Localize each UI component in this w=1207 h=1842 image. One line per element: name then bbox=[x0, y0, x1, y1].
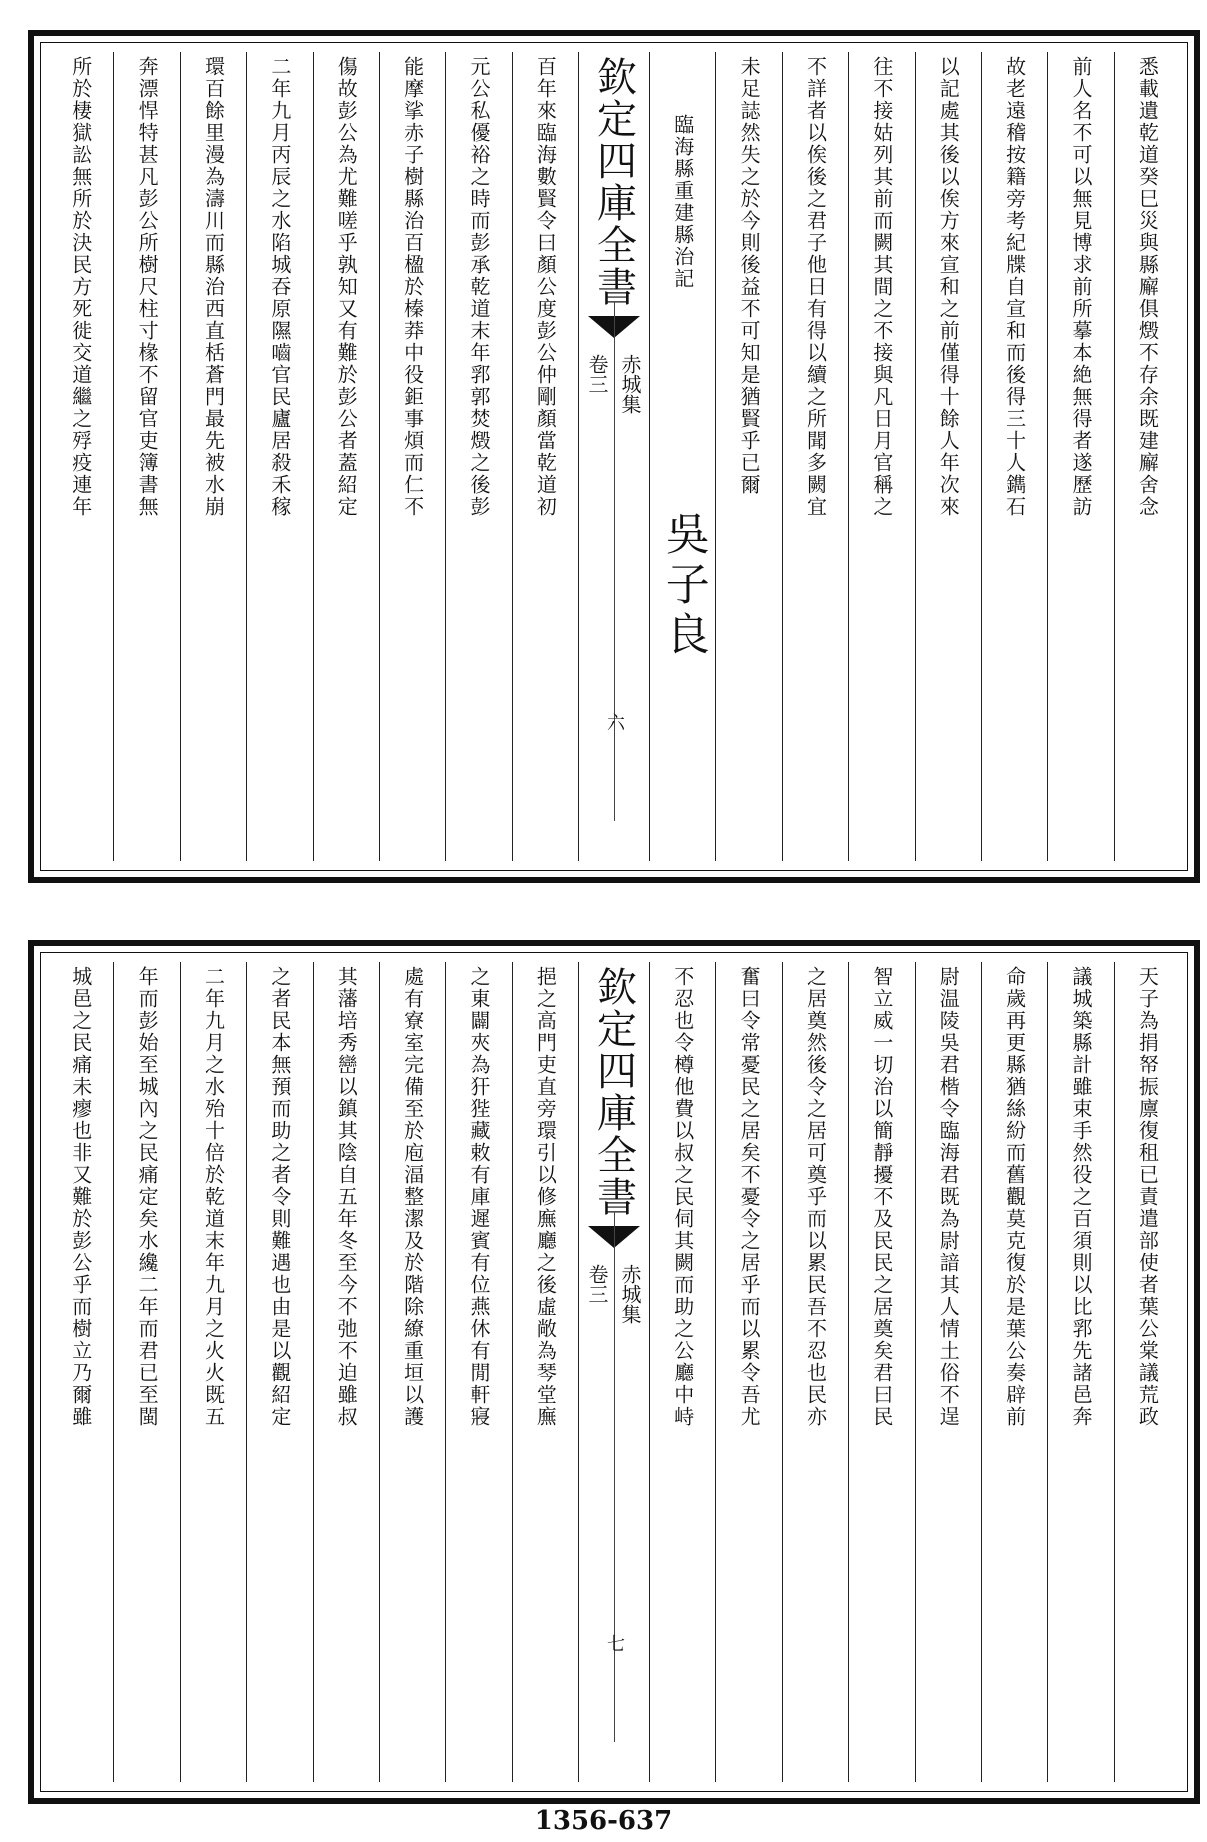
text-column bbox=[113, 52, 179, 861]
column-text: 之居奠然後令之居可奠乎而以累民吾不忍也民亦 bbox=[803, 966, 828, 1428]
text-column bbox=[1114, 52, 1180, 861]
text-column bbox=[715, 52, 781, 861]
text-column bbox=[313, 962, 379, 1782]
text-column bbox=[379, 962, 445, 1782]
collection-label: 赤城集 bbox=[618, 1264, 642, 1324]
text-column bbox=[445, 962, 511, 1782]
text-column bbox=[180, 962, 246, 1782]
page-number: 1356-637 bbox=[534, 1806, 673, 1836]
leaf-number: 七 bbox=[604, 1634, 625, 1652]
text-column bbox=[512, 962, 578, 1782]
text-column bbox=[180, 52, 246, 861]
column-text: 往不接姑列其前而闕其間之不接與凡日月官稱之 bbox=[869, 56, 894, 518]
column-text: 二年九月之水殆十倍於乾道末年九月之火火既五 bbox=[201, 966, 226, 1428]
upper-folio bbox=[28, 30, 1200, 883]
text-column bbox=[113, 962, 179, 1782]
text-column bbox=[313, 52, 379, 861]
column-text: 奔漂悍特甚凡彭公所樹尺柱寸椽不留官吏簿書無 bbox=[135, 56, 160, 518]
author-block bbox=[650, 511, 715, 661]
center-fold bbox=[578, 962, 649, 1782]
text-column bbox=[1047, 52, 1113, 861]
leaf-number: 六 bbox=[604, 713, 625, 731]
text-column bbox=[1114, 962, 1180, 1782]
fold-line bbox=[614, 302, 615, 821]
column-text: 故老遠稽按籍旁考紀牒自宣和而後得三十人鐫石 bbox=[1002, 56, 1027, 518]
text-column bbox=[512, 52, 578, 861]
column-text: 未足誌然失之於今則後益不可知是猶賢乎已爾 bbox=[737, 56, 762, 496]
juan-label: 卷三 bbox=[585, 354, 609, 394]
column-text: 年而彭始至城內之民痛定矣水纔二年而君已至閩 bbox=[135, 966, 160, 1428]
book-title: 欽定四庫全書 bbox=[590, 966, 637, 1218]
column-text: 環百餘里漫為濤川而縣治西直栝蒼門最先被水崩 bbox=[201, 56, 226, 518]
text-column bbox=[48, 962, 113, 1782]
column-text: 之者民本無預而助之者令則難遇也由是以觀紹定 bbox=[267, 966, 292, 1428]
column-text: 所於棲獄訟無所於決民方死徙交道繼之殍疫連年 bbox=[68, 56, 93, 518]
column-text: 智立威一切治以簡靜擾不及民民之居奠矣君曰民 bbox=[869, 966, 894, 1428]
text-column bbox=[848, 962, 914, 1782]
column-text: 天子為捐帑振廪復租已責遣部使者葉公棠議荒政 bbox=[1135, 966, 1160, 1428]
text-column bbox=[981, 962, 1047, 1782]
text-column bbox=[649, 962, 715, 1782]
text-column bbox=[981, 52, 1047, 861]
lower-columns bbox=[48, 962, 1180, 1782]
column-text: 命歲再更縣猶絲紛而舊觀莫克復於是葉公奏辟前 bbox=[1002, 966, 1027, 1428]
column-text: 不忍也令樽他費以叔之民伺其闕而助之公廳中峙 bbox=[670, 966, 695, 1428]
text-column bbox=[246, 962, 312, 1782]
fold-line bbox=[614, 1212, 615, 1742]
juan-label: 卷三 bbox=[585, 1264, 609, 1304]
text-column bbox=[782, 52, 848, 861]
text-column bbox=[379, 52, 445, 861]
column-text: 尉温陵吳君楷令臨海君既為尉諳其人情土俗不逞 bbox=[936, 966, 961, 1428]
text-column bbox=[246, 52, 312, 861]
upper-columns bbox=[48, 52, 1180, 861]
column-text: 處有寮室完備至於庖湢整潔及於階除繚重垣以護 bbox=[400, 966, 425, 1428]
column-text: 以記處其後以俟方來宣和之前僅得十餘人年次來 bbox=[936, 56, 961, 518]
text-column bbox=[915, 52, 981, 861]
collection-label: 赤城集 bbox=[618, 354, 642, 414]
column-text: 悉載遺乾道癸巳災與縣廨俱燬不存余既建廨舍念 bbox=[1135, 56, 1160, 518]
column-text: 二年九月丙辰之水陷城吞原隰嚙官民廬居殺禾稼 bbox=[267, 56, 292, 518]
column-text: 挹之高門吏直旁環引以修廡廳之後虛敞為琴堂廡 bbox=[533, 966, 558, 1428]
text-column bbox=[915, 962, 981, 1782]
column-text: 城邑之民痛未瘳也非又難於彭公乎而樹立乃爾雖 bbox=[68, 966, 93, 1428]
text-column bbox=[48, 52, 113, 861]
lower-folio bbox=[28, 940, 1200, 1804]
column-text: 百年來臨海數賢令曰顏公度彭公仲剛顏當乾道初 bbox=[533, 56, 558, 518]
book-title: 欽定四庫全書 bbox=[590, 56, 637, 308]
text-column bbox=[715, 962, 781, 1782]
column-text: 能摩挲赤子樹縣治百楹於榛莽中役鉅事煩而仁不 bbox=[400, 56, 425, 518]
text-column bbox=[782, 962, 848, 1782]
column-text: 議城築縣計雖束手然役之百須則以比郛先諸邑奔 bbox=[1068, 966, 1093, 1428]
column-text: 傷故彭公為尤難嗟乎孰知又有難於彭公者蓋紹定 bbox=[334, 56, 359, 518]
column-text: 奮曰令常憂民之居矣不憂令之居乎而以累令吾尤 bbox=[737, 966, 762, 1428]
column-text: 前人名不可以無見博求前所摹本絶無得者遂歷訪 bbox=[1068, 56, 1093, 518]
center-fold bbox=[578, 52, 649, 861]
text-column bbox=[445, 52, 511, 861]
column-text: 之東闢夾為犴狴藏敕有庫遲賓有位燕休有閒軒寢 bbox=[466, 966, 491, 1428]
column-text: 不詳者以俟後之君子他日有得以續之所聞多闕宜 bbox=[803, 56, 828, 518]
author-name: 吳子良 bbox=[657, 511, 709, 661]
article-title: 臨海縣重建縣治記 bbox=[670, 114, 695, 290]
column-text: 其藩培秀巒以鎮其陰自五年冬至今不弛不迫雖叔 bbox=[334, 966, 359, 1428]
column-text: 元公私優裕之時而彭承乾道末年郛郭焚燬之後彭 bbox=[466, 56, 491, 518]
text-column bbox=[1047, 962, 1113, 1782]
text-column bbox=[848, 52, 914, 861]
article-title-column bbox=[649, 52, 715, 861]
